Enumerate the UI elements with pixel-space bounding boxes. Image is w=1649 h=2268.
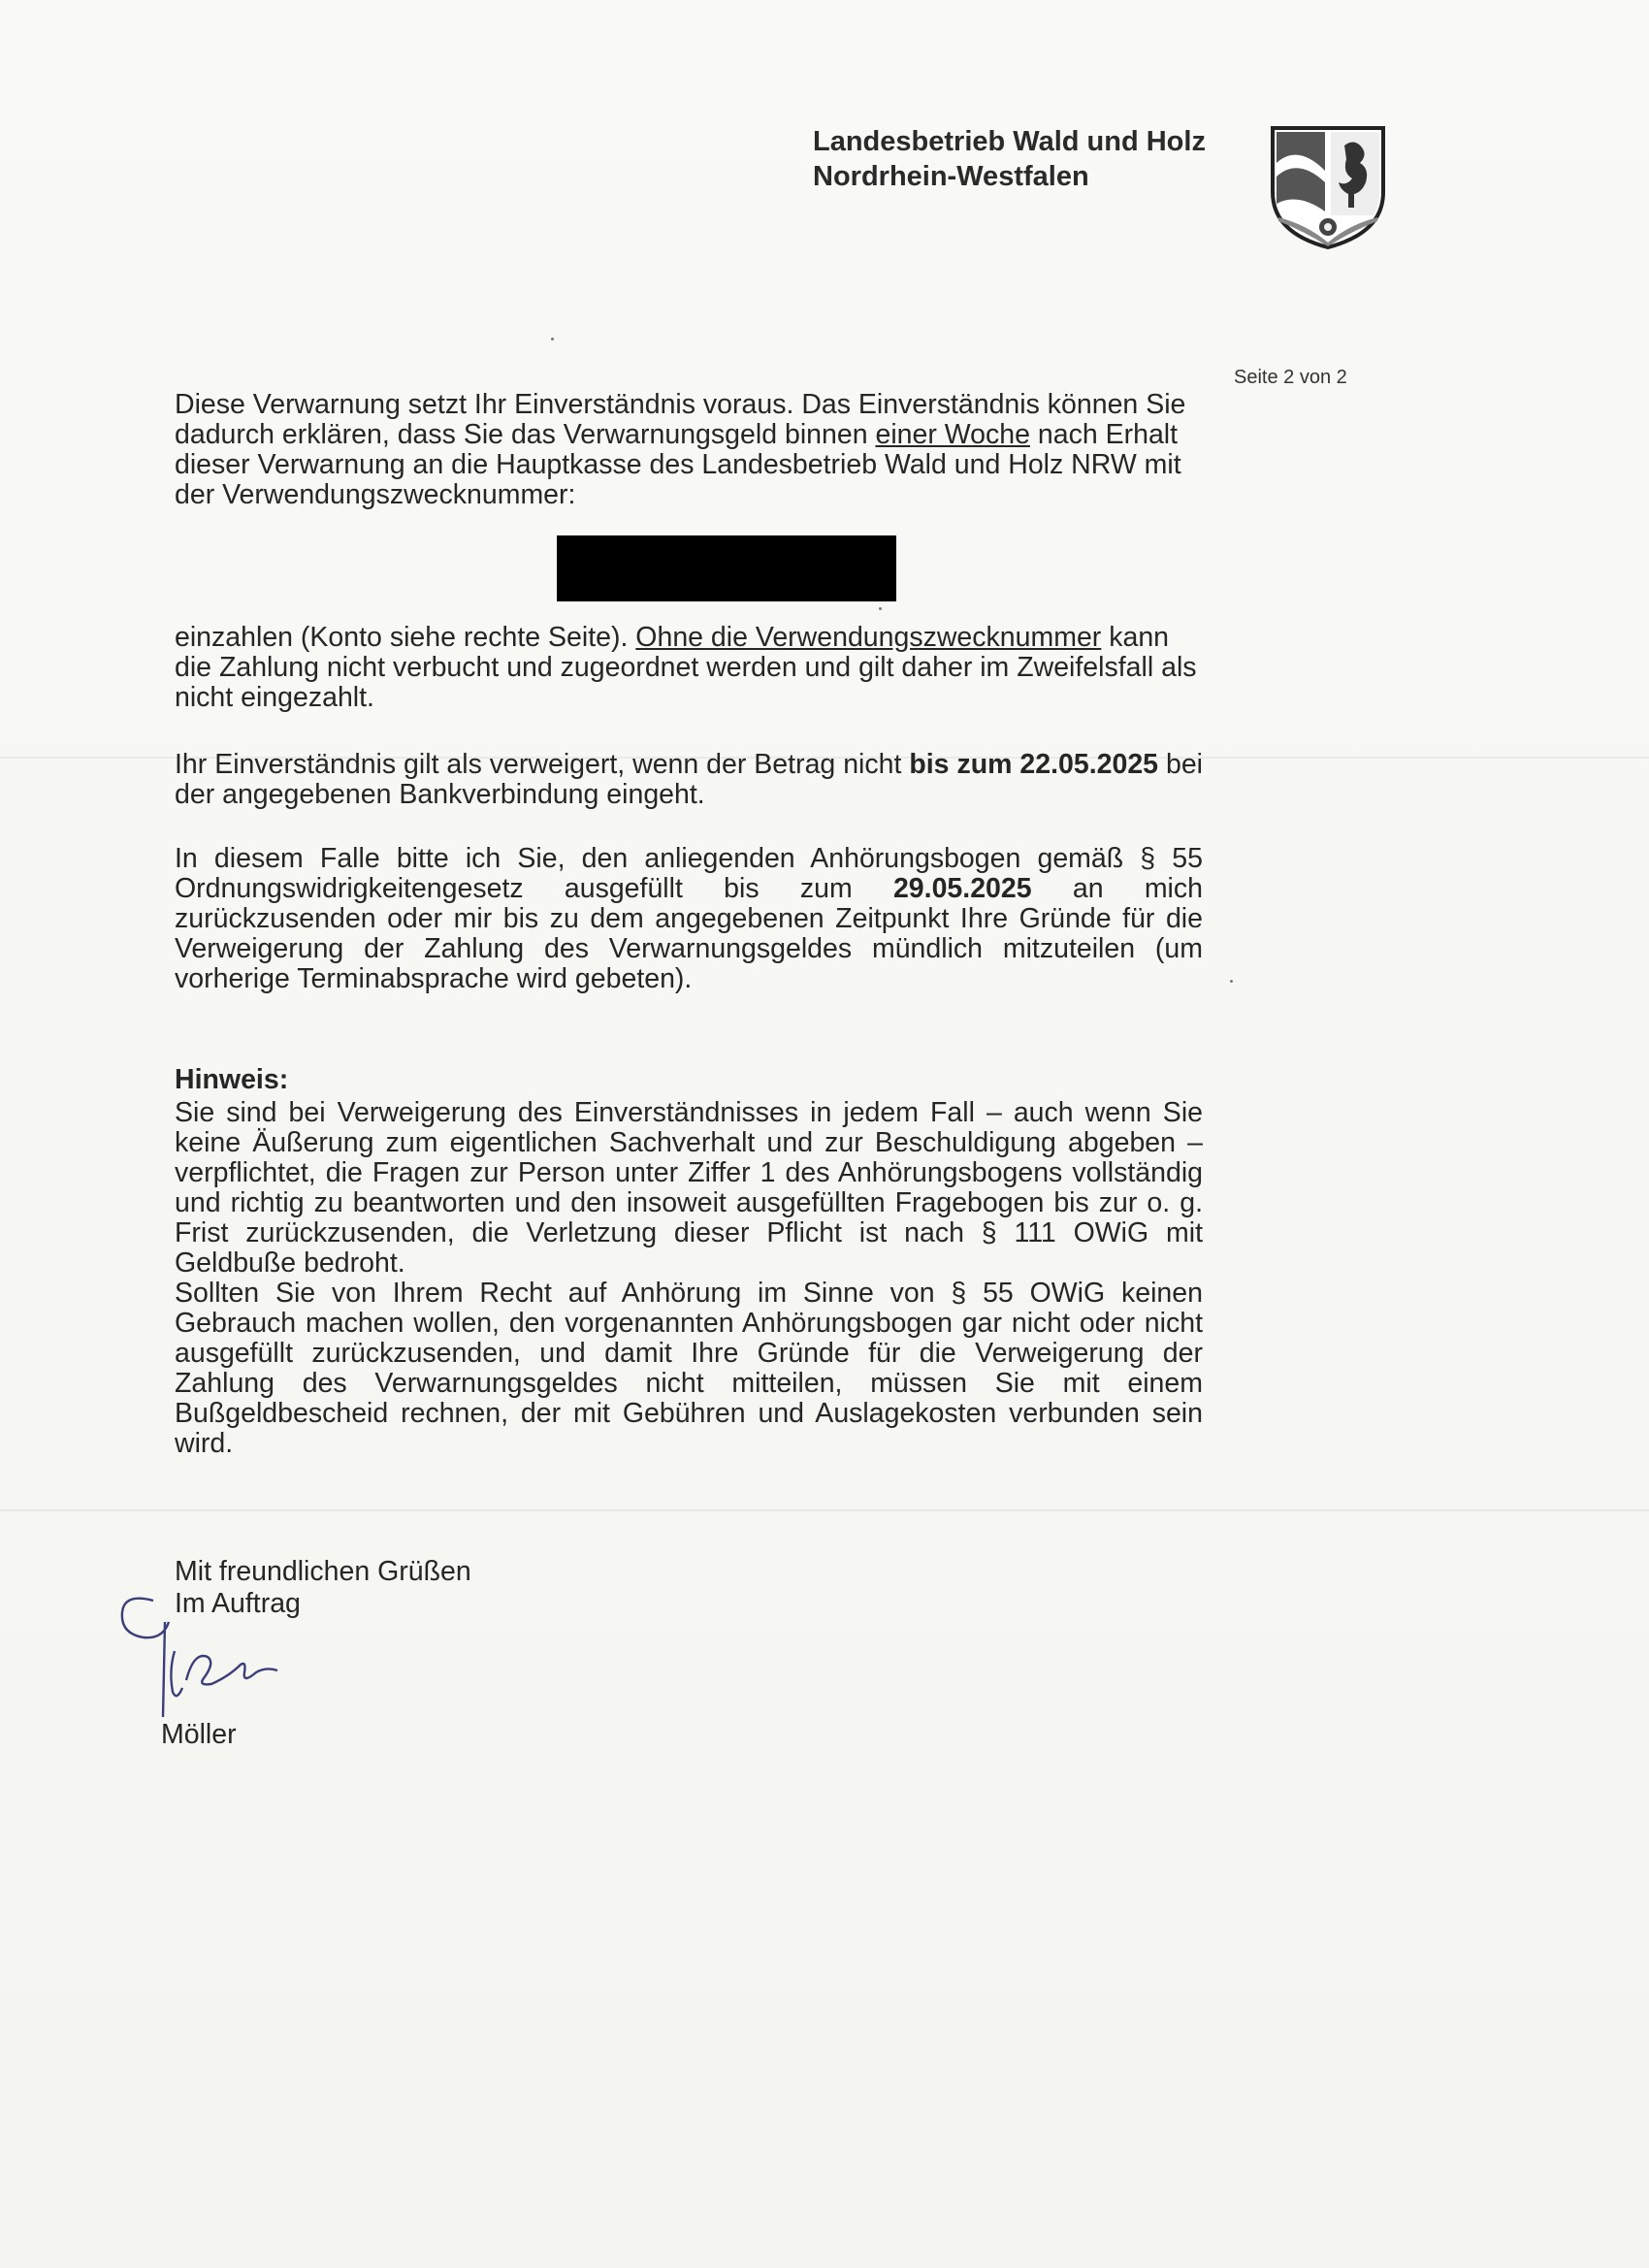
hint-body bbox=[175, 1098, 1203, 1459]
redacted-reference-number bbox=[557, 535, 896, 601]
closing-block bbox=[175, 1557, 1203, 1621]
scan-speck bbox=[1230, 980, 1233, 983]
hint-title: Hinweis: bbox=[175, 1064, 289, 1095]
closing-on-behalf: Im Auftrag bbox=[175, 1588, 301, 1619]
paragraph-text: bei der angegebenen Bankverbindung eingeht. bbox=[175, 749, 1203, 810]
paragraph-text: kann die Zahlung nicht verbucht und zugeordnet werden und gilt daher im Zweifelsfall als nicht eingezahlt. bbox=[175, 622, 1197, 713]
underlined-warning: Ohne die Verwendungszwecknummer bbox=[635, 622, 1102, 653]
paragraph-text: an mich zurückzusenden oder mir bis zu dem angegebenen Zeitpunkt Ihre Gründe für die Verweigerung der Zahlung des Verwarnungsgeldes mündlich mitzuteilen (um vorherige Terminabsprache wird gebeten). bbox=[175, 873, 1203, 994]
org-name-line1: Landesbetrieb Wald und Holz bbox=[813, 126, 1206, 157]
paragraph-text: Diese Verwarnung setzt Ihr Einverständnis voraus. Das Einverständnis können Sie dadurch erklären, dass Sie das Verwarnungsgeld binnen bbox=[175, 389, 1186, 450]
paragraph-hearing bbox=[175, 844, 1203, 994]
scan-speck bbox=[879, 607, 882, 610]
closing-greeting: Mit freundlichen Grüßen bbox=[175, 1556, 471, 1587]
paragraph-refusal bbox=[175, 750, 1203, 810]
scan-speck bbox=[551, 338, 554, 340]
paragraph-text: nach Erhalt dieser Verwarnung an die Hauptkasse des Landesbetrieb Wald und Holz NRW mit der Verwendungszwecknummer: bbox=[175, 419, 1181, 510]
organization-header bbox=[813, 124, 1206, 194]
org-name-line2: Nordrhein-Westfalen bbox=[813, 161, 1089, 192]
paper-fold bbox=[0, 1509, 1649, 1511]
paragraph-text: Ihr Einverständnis gilt als verweigert, wenn der Betrag nicht bbox=[175, 749, 910, 780]
deadline-date: bis zum 22.05.2025 bbox=[909, 749, 1159, 780]
nrw-coat-of-arms-icon bbox=[1269, 124, 1387, 250]
paragraph-payment bbox=[175, 623, 1203, 713]
underlined-deadline: einer Woche bbox=[875, 419, 1030, 450]
hint-text-2: Sollten Sie von Ihrem Recht auf Anhörung im Sinne von § 55 OWiG keinen Gebrauch machen wollen, den vorgenannten Anhörungsbogen gar nicht oder nicht ausgefüllt zurückzusenden, und damit Ihre Gründe für die Verweigerung der Zahlung des Verwarnungsgeldes nicht mitteilen, müssen Sie mit einem Bußgeldbescheid rechnen, der mit Gebühren und Auslagekosten verbunden sein wird. bbox=[175, 1278, 1203, 1459]
handwritten-signature bbox=[114, 1583, 299, 1719]
paragraph-text: einzahlen (Konto siehe rechte Seite). bbox=[175, 622, 636, 653]
hearing-deadline-date: 29.05.2025 bbox=[892, 873, 1032, 904]
paragraph-text: In diesem Falle bitte ich Sie, den anliegenden Anhörungsbogen gemäß § 55 Ordnungswidrigkeitengesetz ausgefüllt bis zum bbox=[175, 843, 1203, 904]
hint-text-1: Sie sind bei Verweigerung des Einverständnisses in jedem Fall – auch wenn Sie keine Äußerung zum eigentlichen Sachverhalt und zur Beschuldigung abgeben – verpflichtet, die Fragen zur Person unter Ziffer 1 des Anhörungsbogens vollständig und richtig zu beantworten und den insoweit ausgefüllten Fragebogen bis zur o. g. Frist zurückzusenden, die Verletzung dieser Pflicht ist nach § 111 OWiG mit Geldbuße bedroht. bbox=[175, 1097, 1203, 1279]
page-number: Seite 2 von 2 bbox=[1234, 367, 1347, 388]
signer-name: Möller bbox=[161, 1719, 237, 1750]
paragraph-consent bbox=[175, 390, 1203, 510]
